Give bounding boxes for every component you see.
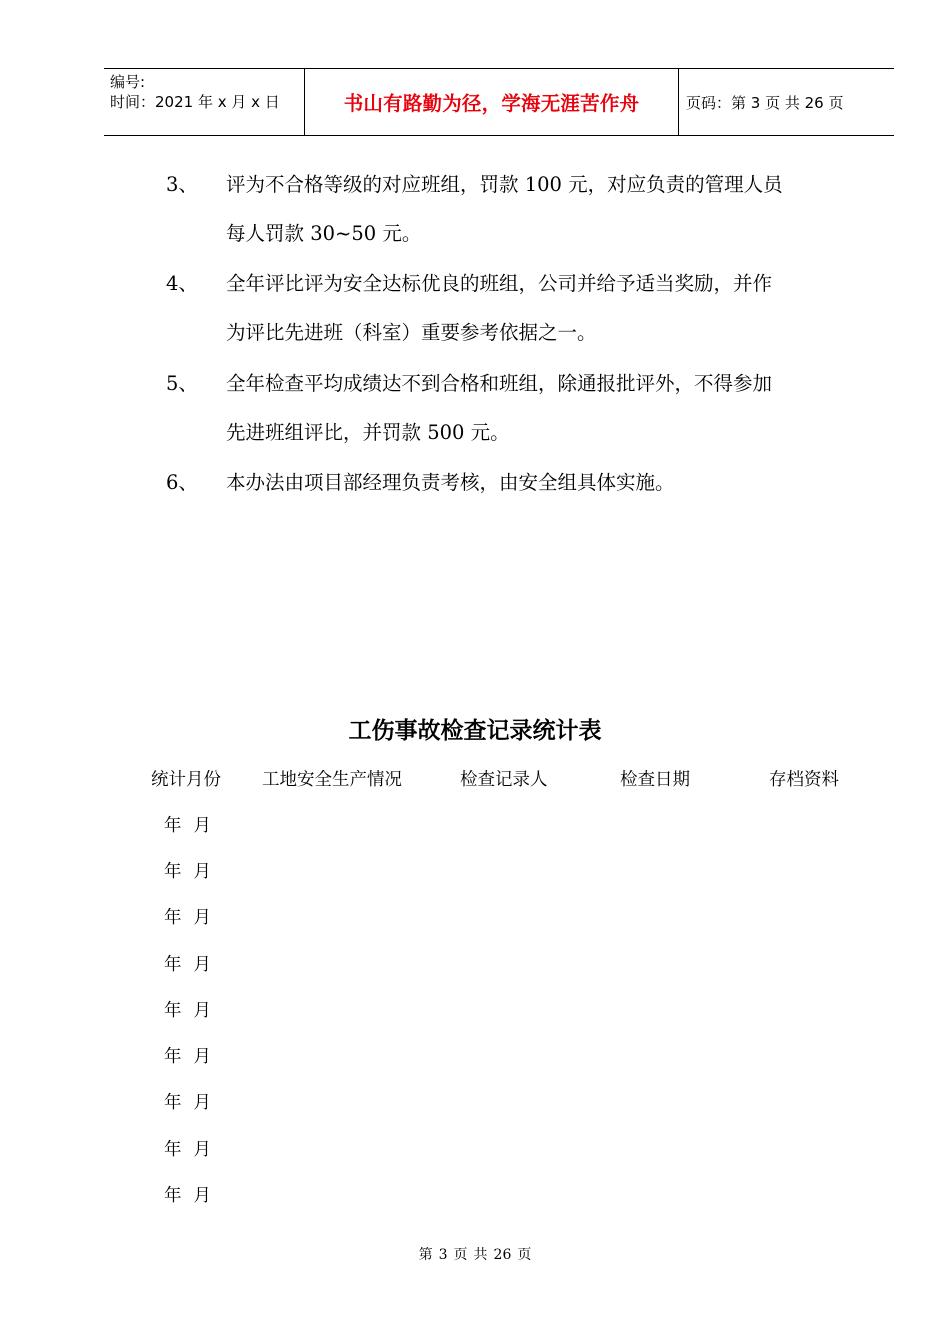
clause-line: 先进班组评比，并罚款 500 元。 <box>226 421 510 444</box>
column-header-check-date: 检查日期 <box>620 770 690 790</box>
clause-number: 5、 <box>166 372 198 395</box>
header-page-info: 页码：第 3 页 共 26 页 <box>686 93 844 112</box>
table-row <box>164 904 211 932</box>
header-motto: 书山有路勤为径，学海无涯苦作舟 <box>343 92 640 115</box>
month-cell: 月 <box>193 955 211 975</box>
clause-item <box>0 259 950 357</box>
page-footer <box>0 1245 950 1265</box>
clause-number: 4、 <box>166 272 198 295</box>
column-header-archive: 存档资料 <box>769 770 839 790</box>
year-cell: 年 <box>164 1001 182 1021</box>
month-cell: 月 <box>193 1001 211 1021</box>
table-row <box>164 1136 211 1164</box>
column-header-recorder: 检查记录人 <box>460 770 548 790</box>
header-number-label: 编号: <box>110 73 146 91</box>
header-meta <box>104 69 305 135</box>
table-row <box>164 812 211 840</box>
month-cell: 月 <box>193 816 211 836</box>
table-row <box>164 1182 211 1210</box>
clause-line: 评为不合格等级的对应班组，罚款 100 元，对应负责的管理人员 <box>226 173 783 196</box>
clause-item <box>0 359 950 457</box>
month-cell: 月 <box>193 908 211 928</box>
year-cell: 年 <box>164 908 182 928</box>
year-cell: 年 <box>164 862 182 882</box>
clause-item <box>0 160 950 258</box>
month-cell: 月 <box>193 862 211 882</box>
month-cell: 月 <box>193 1047 211 1067</box>
year-cell: 年 <box>164 1047 182 1067</box>
clause-line: 每人罚款 30~50 元。 <box>226 222 422 245</box>
table-title: 工伤事故检查记录统计表 <box>348 717 602 744</box>
year-cell: 年 <box>164 1186 182 1206</box>
footer-ye: 页 <box>517 1247 532 1263</box>
header-time-label: 时间：2021 年 x 月 x 日 <box>110 93 280 111</box>
header-page-info-cell <box>679 69 894 135</box>
footer-gong: 共 <box>473 1247 488 1263</box>
year-cell: 年 <box>164 1140 182 1160</box>
clause-line: 本办法由项目部经理负责考核，由安全组具体实施。 <box>226 471 675 494</box>
table-row <box>164 1043 211 1071</box>
year-cell: 年 <box>164 816 182 836</box>
column-header-month: 统计月份 <box>151 770 221 790</box>
year-cell: 年 <box>164 955 182 975</box>
footer-ye: 页 <box>453 1247 468 1263</box>
footer-di: 第 <box>418 1247 433 1263</box>
clause-number: 3、 <box>166 173 198 196</box>
footer-total-pages: 26 <box>493 1247 512 1263</box>
table-row <box>164 997 211 1025</box>
footer-page-number: 3 <box>438 1247 448 1263</box>
table-row <box>164 951 211 979</box>
column-header-site-safety: 工地安全生产情况 <box>262 770 402 790</box>
month-cell: 月 <box>193 1093 211 1113</box>
table-row <box>164 1089 211 1117</box>
clause-number: 6、 <box>166 471 198 494</box>
header-motto-cell <box>305 69 679 135</box>
month-cell: 月 <box>193 1186 211 1206</box>
clause-item <box>0 458 950 507</box>
page-header <box>104 68 894 136</box>
table-row <box>164 858 211 886</box>
month-cell: 月 <box>193 1140 211 1160</box>
clause-line: 全年检查平均成绩达不到合格和班组，除通报批评外，不得参加 <box>226 372 773 395</box>
clause-line: 为评比先进班（科室）重要参考依据之一。 <box>226 321 597 344</box>
clause-line: 全年评比评为安全达标优良的班组，公司并给予适当奖励，并作 <box>226 272 773 295</box>
year-cell: 年 <box>164 1093 182 1113</box>
